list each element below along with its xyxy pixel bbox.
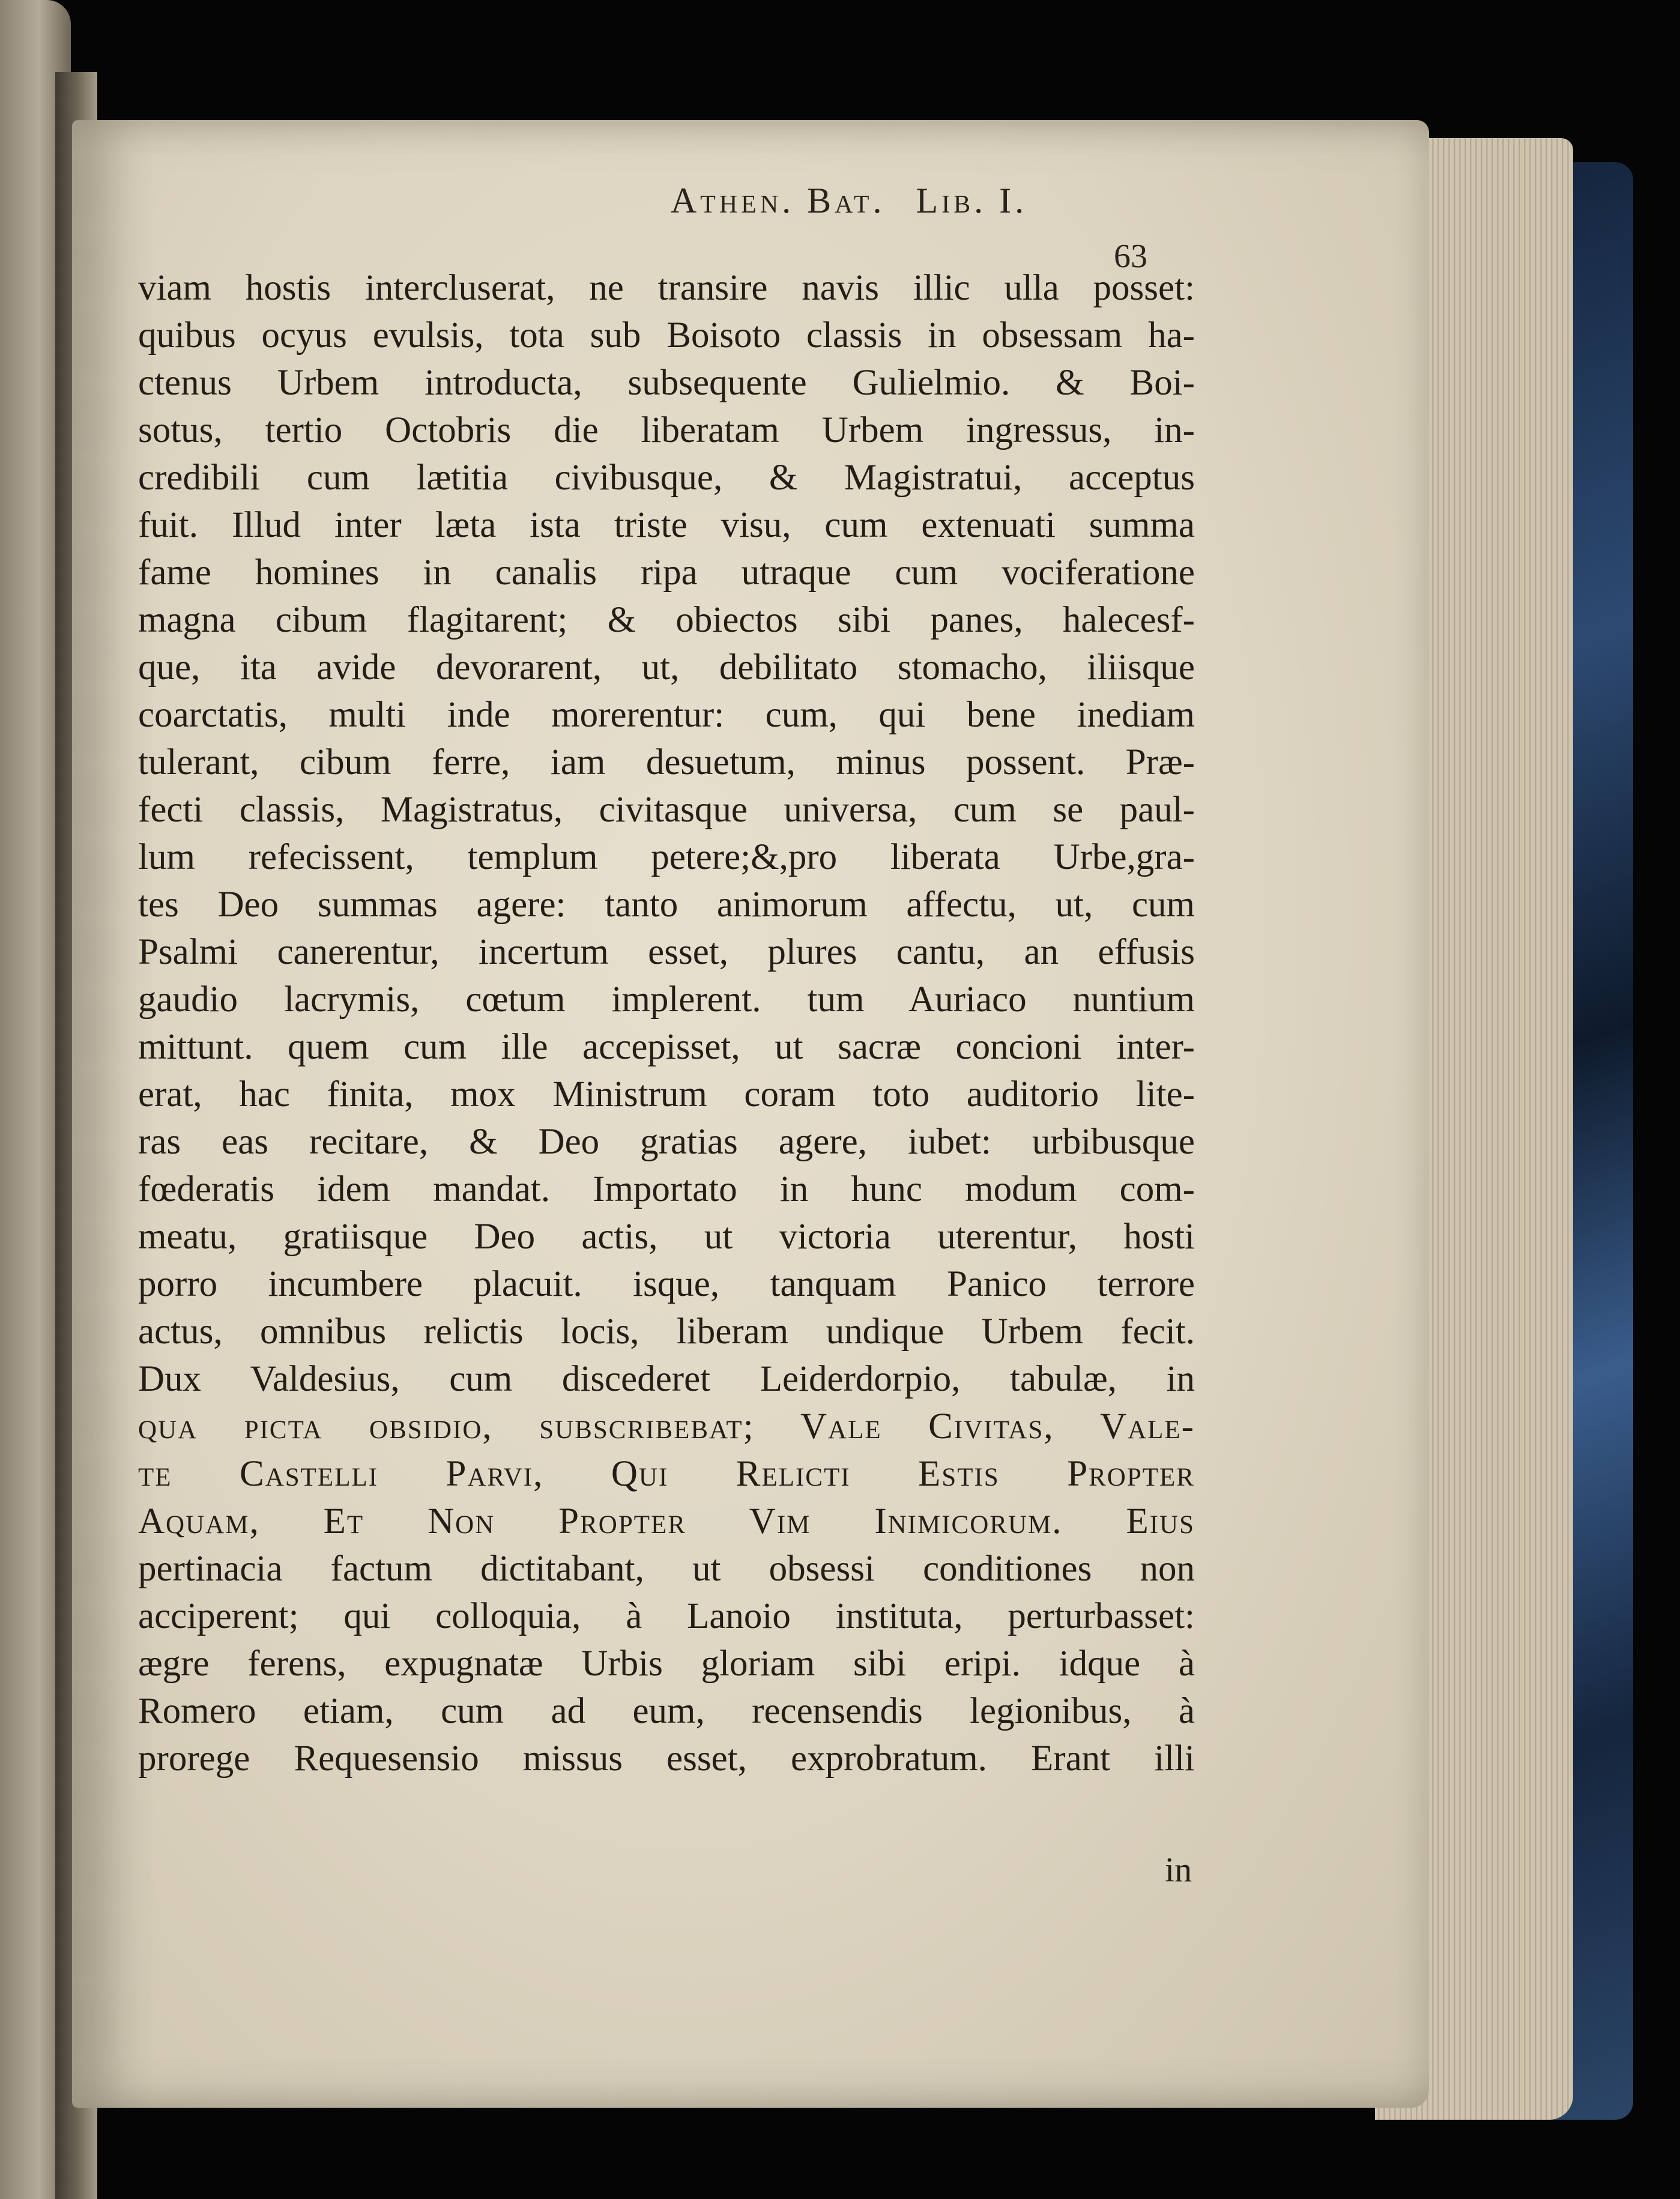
text-line: fuit. Illud inter læta ista triste visu, cum extenuati summa (138, 505, 1195, 545)
text-line: viam hostis intercluserat, ne transire navis illic ulla posset: (138, 268, 1195, 308)
text-line: Romero etiam, cum ad eum, recensendis legionibus, à (138, 1691, 1195, 1731)
text-line: fœderatis idem mandat. Importato in hunc modum com- (138, 1169, 1195, 1209)
text-line: actus, omnibus relictis locis, liberam undique Urbem fecit. (138, 1311, 1195, 1352)
text-line: meatu, gratiisque Deo actis, ut victoria uterentur, hosti (138, 1217, 1195, 1257)
page-body-text (138, 264, 1195, 1782)
running-head (0, 180, 1680, 222)
text-line: mittunt. quem cum ille accepisset, ut sacræ concioni inter- (138, 1027, 1195, 1067)
text-line: Psalmi canerentur, incertum esset, plures cantu, an effusis (138, 932, 1195, 972)
running-head-left: Athen. Bat. (670, 181, 886, 220)
text-line: tes Deo summas agere: tanto animorum affectu, ut, cum (138, 885, 1195, 925)
text-line: credibili cum lætitia civibusque, & Magistratui, acceptus (138, 458, 1195, 498)
text-line: pertinacia factum dictitabant, ut obsessi conditiones non (138, 1549, 1195, 1589)
text-line: ras eas recitare, & Deo gratias agere, iubet: urbibusque (138, 1122, 1195, 1162)
text-line: ægre ferens, expugnatæ Urbis gloriam sibi eripi. idque à (138, 1644, 1195, 1684)
text-line: qua picta obsidio, subscribebat; Vale Civitas, Vale- (138, 1406, 1195, 1447)
text-line: te Castelli Parvi, Qui Relicti Estis Propter (138, 1454, 1195, 1494)
text-line: fame homines in canalis ripa utraque cum vociferatione (138, 552, 1195, 593)
page-number: 63 (1114, 238, 1147, 275)
text-line: quibus ocyus evulsis, tota sub Boisoto classis in obsessam ha- (138, 315, 1195, 355)
text-line: Dux Valdesius, cum discederet Leiderdorpio, tabulæ, in (138, 1359, 1195, 1399)
text-line: ctenus Urbem introducta, subsequente Gulielmio. & Boi- (138, 363, 1195, 403)
text-line: magna cibum flagitarent; & obiectos sibi panes, halecesf- (138, 600, 1195, 640)
running-head-right: Lib. I. (916, 181, 1028, 220)
text-line: erat, hac finita, mox Ministrum coram toto auditorio lite- (138, 1074, 1195, 1115)
text-line: Aquam, Et Non Propter Vim Inimicorum. Eius (138, 1501, 1195, 1541)
catchword: in (1165, 1850, 1192, 1889)
text-line: coarctatis, multi inde morerentur: cum, qui bene inediam (138, 695, 1195, 735)
text-line: lum refecissent, templum petere;&,pro liberata Urbe,gra- (138, 837, 1195, 877)
text-line: porro incumbere placuit. isque, tanquam Panico terrore (138, 1264, 1195, 1304)
text-line: tulerant, cibum ferre, iam desuetum, minus possent. Præ- (138, 742, 1195, 782)
text-line: gaudio lacrymis, cœtum implerent. tum Auriaco nuntium (138, 979, 1195, 1020)
text-line: acciperent; qui colloquia, à Lanoio instituta, perturbasset: (138, 1596, 1195, 1636)
text-line: sotus, tertio Octobris die liberatam Urbem ingressus, in- (138, 410, 1195, 450)
text-line: fecti classis, Magistratus, civitasque universa, cum se paul- (138, 790, 1195, 830)
text-line: que, ita avide devorarent, ut, debilitato stomacho, iliisque (138, 647, 1195, 688)
text-line: prorege Requesensio missus esset, exprobratum. Erant illi (138, 1738, 1195, 1779)
